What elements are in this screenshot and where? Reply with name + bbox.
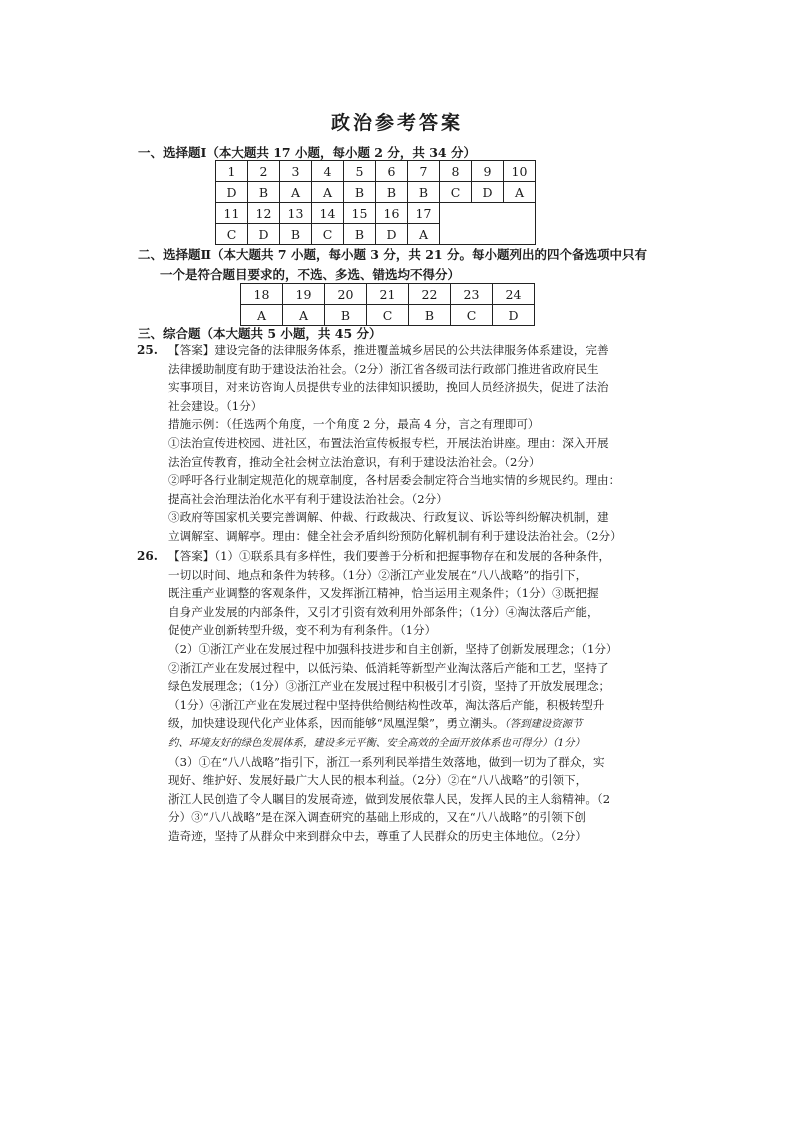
answer-letter-cell: A xyxy=(280,182,312,203)
answer-line: 一切以时间、地点和条件为转移。（1分）②浙江产业发展在“八八战略”的指引下， xyxy=(168,567,588,582)
answer-letter-cell: C xyxy=(451,305,493,326)
answer-letter-cell: A xyxy=(283,305,325,326)
question-number-cell: 2 xyxy=(248,161,280,182)
question-number-cell: 1 xyxy=(216,161,248,182)
answer-line: 自身产业发展的内部条件，又引才引资有效利用外部条件；（1分）④淘汰落后产能， xyxy=(168,604,599,619)
section2-answer-table xyxy=(240,283,535,326)
answer-letter-cell: C xyxy=(216,224,248,245)
answer-line: ②呼吁各行业制定规范化的规章制度，各村居委会制定符合当地实情的乡规民约。理由： xyxy=(168,473,621,488)
answer-letter-cell: D xyxy=(376,224,408,245)
answer-line: 既注重产业调整的客观条件，又发挥浙江精神，恰当运用主观条件；（1分）③既把握 xyxy=(168,586,599,601)
section2-number-row xyxy=(241,284,535,305)
section3-heading xyxy=(138,324,382,342)
answer-line: 促使产业创新转型升级，变不利为有利条件。（1分） xyxy=(168,623,437,638)
answer-line: 社会建设。（1分） xyxy=(168,398,263,413)
answer-line: 【答案】建设完备的法律服务体系，推进覆盖城乡居民的公共法律服务体系建设，完善 xyxy=(168,343,609,357)
answer-line: 实事项目，对来访咨询人员提供专业的法律知识援助，挽回人员经济损失，促进了法治 xyxy=(168,380,609,395)
answer-line: 级，加快建设现代化产业体系，因而能够“凤凰涅槃”，勇立潮头。（答到建设资源节 xyxy=(168,716,583,731)
question-25-answer xyxy=(168,341,658,546)
question-number-cell: 16 xyxy=(376,203,408,224)
answer-line: ①法治宣传进校园、进社区，布置法治宣传板报专栏，开展法治讲座。理由：深入开展 xyxy=(168,435,609,450)
section2-heading xyxy=(138,245,647,263)
answer-letter-cell: A xyxy=(504,182,536,203)
question-number-cell: 13 xyxy=(280,203,312,224)
answer-line: 造奇迹，坚持了从群众中来到群众中去，尊重了人民群众的历史主体地位。（2分） xyxy=(168,828,587,843)
question-number-cell: 21 xyxy=(367,284,409,305)
question-number-cell: 14 xyxy=(312,203,344,224)
answer-line: ②浙江产业在发展过程中，以低污染、低消耗等新型产业淘汰落后产能和工艺，坚持了 xyxy=(168,660,609,675)
section1-answer-table xyxy=(215,160,536,245)
empty-cell xyxy=(440,203,536,245)
answer-letter-cell: A xyxy=(408,224,440,245)
answer-line: 分）③“八八战略”是在深入调查研究的基础上形成的，又在“八八战略”的引领下创 xyxy=(168,810,586,825)
question-number-cell: 7 xyxy=(408,161,440,182)
answer-line: ③政府等国家机关要完善调解、仲裁、行政裁决、行政复议、诉讼等纠纷解决机制，建 xyxy=(168,510,609,525)
answer-letter-cell: D xyxy=(472,182,504,203)
answer-line: 立调解室、调解亭。理由：健全社会矛盾纠纷预防化解机制有利于建设法治社会。（2分） xyxy=(168,528,622,543)
answer-letter-cell: B xyxy=(344,182,376,203)
section3-label: 三、综合题 xyxy=(138,326,201,341)
answer-letter-cell: C xyxy=(440,182,472,203)
answer-line: 【答案】（1）①联系具有多样性，我们要善于分析和把握事物存在和发展的各种条件， xyxy=(168,549,611,563)
answer-line: （2）①浙江产业在发展过程中加强科技进步和自主创新，坚持了创新发展理念；（1分） xyxy=(168,641,618,656)
section1-number-row-1 xyxy=(216,161,536,182)
answer-letter-cell: B xyxy=(280,224,312,245)
section1-label: 一、选择题Ⅰ xyxy=(138,145,207,160)
answer-line: 浙江人民创造了令人瞩目的发展奇迹，做到发展依靠人民，发挥人民的主人翁精神。（2 xyxy=(168,791,611,806)
answer-letter-cell: A xyxy=(312,182,344,203)
answer-letter-cell: B xyxy=(408,182,440,203)
answer-letter-cell: D xyxy=(216,182,248,203)
section1-number-row-2 xyxy=(216,203,536,224)
question-number-cell: 15 xyxy=(344,203,376,224)
answer-line: 绿色发展理念；（1分）③浙江产业在发展过程中积极引才引资，坚持了开放发展理念； xyxy=(168,679,611,694)
question-number-cell: 4 xyxy=(312,161,344,182)
answer-line: 约、环境友好的绿色发展体系，建设多元平衡、安全高效的全面开放体系也可得分）（1分） xyxy=(168,736,586,749)
section1-answer-row-1 xyxy=(216,182,536,203)
question-number-cell: 24 xyxy=(493,284,535,305)
question-number-cell: 20 xyxy=(325,284,367,305)
answer-line: （3）①在“八八战略”指引下，浙江一系列利民举措生效落地，做到一切为了群众，实 xyxy=(168,754,605,769)
page-title: 政治参考答案 xyxy=(330,112,463,134)
answer-line: 法律援助制度有助于建设法治社会。（2分）浙江省各级司法行政部门推进省政府民生 xyxy=(168,361,599,376)
question-number-cell: 9 xyxy=(472,161,504,182)
answer-letter-cell: B xyxy=(248,182,280,203)
question-number-cell: 18 xyxy=(241,284,283,305)
scoring-note: （答到建设资源节 xyxy=(504,718,583,731)
answer-letter-cell: B xyxy=(344,224,376,245)
question-number-cell: 8 xyxy=(440,161,472,182)
answer-letter-cell: D xyxy=(248,224,280,245)
section1-note: （本大题共 17 小题，每小题 2 分，共 34 分） xyxy=(206,145,476,160)
question-number-cell: 17 xyxy=(408,203,440,224)
answer-letter-cell: B xyxy=(409,305,451,326)
section2-answer-row xyxy=(241,305,535,326)
section2-note: （本大题共 7 小题，每小题 3 分，共 21 分。每小题列出的四个备选项中只有 xyxy=(211,247,647,262)
answer-letter-cell: B xyxy=(376,182,408,203)
section2-label: 二、选择题Ⅱ xyxy=(138,247,212,262)
answer-line: 提高社会治理法治化水平有利于建设法治社会。（2分） xyxy=(168,491,448,506)
answer-letter-cell: D xyxy=(493,305,535,326)
answer-letter-cell: A xyxy=(241,305,283,326)
answer-line: 措施示例：（任选两个角度，一个角度 2 分，最高 4 分，言之有理即可） xyxy=(168,417,540,432)
question-number-cell: 12 xyxy=(248,203,280,224)
question-number-cell: 6 xyxy=(376,161,408,182)
question-number-cell: 19 xyxy=(283,284,325,305)
question-26-number: 26. xyxy=(137,549,158,563)
answer-letter-cell: C xyxy=(312,224,344,245)
section3-note: （本大题共 5 小题，共 45 分） xyxy=(200,326,382,341)
question-number-cell: 3 xyxy=(280,161,312,182)
answer-line: （1分）④浙江产业在发展过程中坚持供给侧结构性改革，淘汰落后产能，积极转型升 xyxy=(168,697,605,712)
question-number-cell: 22 xyxy=(409,284,451,305)
question-number-cell: 5 xyxy=(344,161,376,182)
answer-letter-cell: C xyxy=(367,305,409,326)
question-number-cell: 23 xyxy=(451,284,493,305)
question-25-number: 25. xyxy=(137,343,158,357)
question-number-cell: 10 xyxy=(504,161,536,182)
answer-letter-cell: B xyxy=(325,305,367,326)
answer-line: 现好、维护好、发展好最广大人民的根本利益。（2分）②在“八八战略”的引领下， xyxy=(168,773,588,788)
section1-heading xyxy=(138,143,476,161)
question-number-cell: 11 xyxy=(216,203,248,224)
question-26-answer xyxy=(168,547,658,846)
answer-line: 法治宣传教育，推动全社会树立法治意识，有利于建设法治社会。（2分） xyxy=(168,454,541,469)
section2-note-continued: 一个是符合题目要求的，不选、多选、错选均不得分） xyxy=(160,267,461,282)
